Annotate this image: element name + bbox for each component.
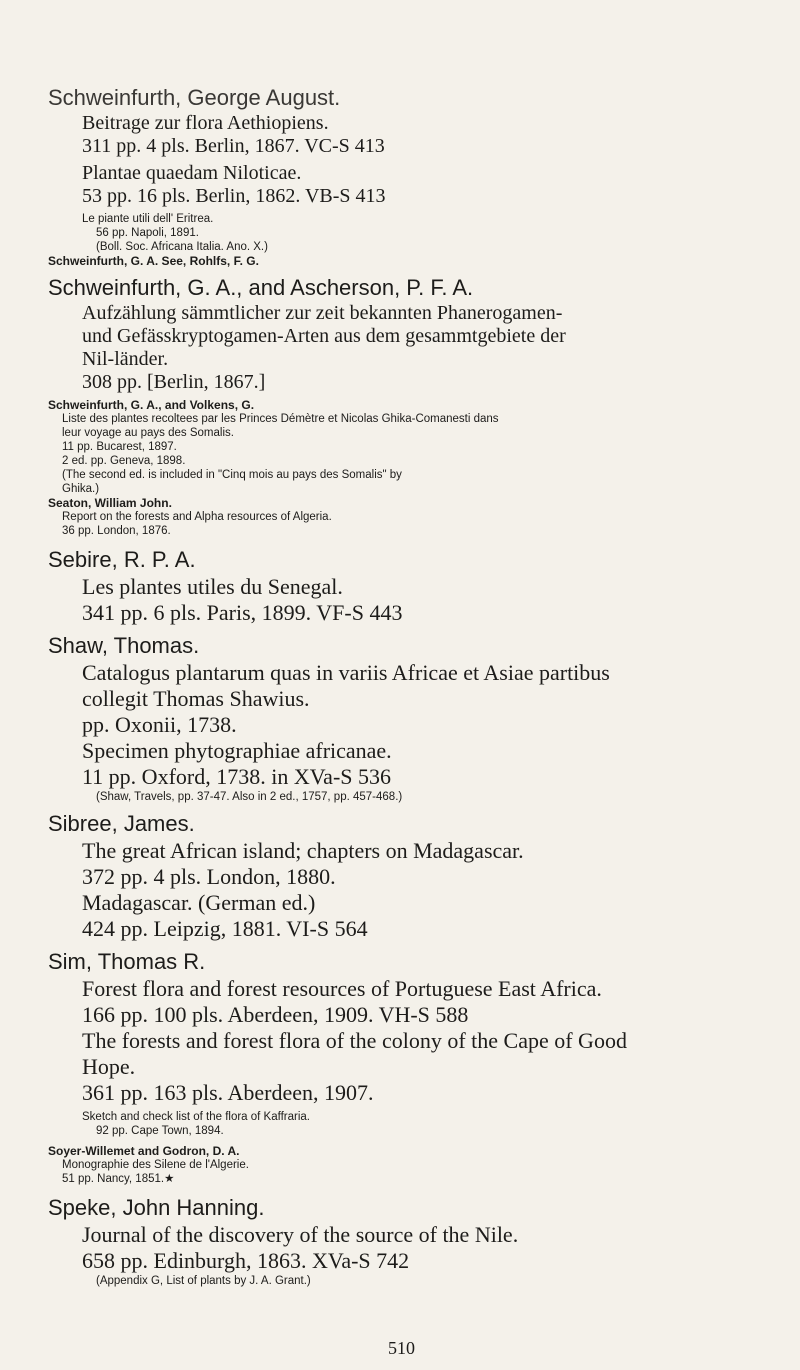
- entry-note: (Appendix G, List of plants by J. A. Grant.): [96, 1275, 311, 1287]
- entry-line: Madagascar. (German ed.): [82, 890, 316, 915]
- entry-note: 92 pp. Cape Town, 1894.: [96, 1125, 224, 1137]
- entry-note: 56 pp. Napoli, 1891.: [96, 227, 199, 239]
- entry-line: 308 pp. [Berlin, 1867.]: [82, 371, 266, 393]
- entry-line: 361 pp. 163 pls. Aberdeen, 1907.: [82, 1080, 374, 1105]
- entry-line: pp. Oxonii, 1738.: [82, 712, 237, 737]
- entry-line: Plantae quaedam Niloticae.: [82, 162, 302, 184]
- entry-note: Sketch and check list of the flora of Kaffraria.: [82, 1111, 310, 1123]
- entry-line: 341 pp. 6 pls. Paris, 1899. VF-S 443: [82, 600, 403, 625]
- entry-note: 11 pp. Bucarest, 1897.: [62, 441, 177, 453]
- entry-line: Beitrage zur flora Aethiopiens.: [82, 112, 329, 134]
- catalog-page: [48, 84, 788, 1288]
- entry-note: 51 pp. Nancy, 1851.★: [62, 1173, 175, 1185]
- entry-line: Journal of the discovery of the source of the Nile.: [82, 1222, 519, 1247]
- catalog-entry: [48, 274, 788, 394]
- entry-line: Les plantes utiles du Senegal.: [82, 574, 343, 599]
- entry-line: 311 pp. 4 pls. Berlin, 1867. VC-S 413: [82, 135, 385, 157]
- entry-heading: Sim, Thomas R.: [48, 949, 206, 974]
- entry-line: Specimen phytographiae africanae.: [82, 738, 392, 763]
- entry-note: Ghika.): [62, 483, 100, 495]
- catalog-entry: [48, 398, 788, 496]
- entry-line: und Gefässkryptogamen-Arten aus dem gesammtgebiete der: [82, 325, 566, 347]
- catalog-entry: [48, 632, 788, 804]
- entry-line: Forest flora and forest resources of Portuguese East Africa.: [82, 976, 602, 1001]
- entry-line: Aufzählung sämmtlicher zur zeit bekannten Phanerogamen-: [82, 302, 563, 324]
- page-number: 510: [388, 1338, 415, 1358]
- entry-heading: Sebire, R. P. A.: [48, 547, 196, 572]
- entry-line: collegit Thomas Shawius.: [82, 686, 310, 711]
- entry-note: 36 pp. London, 1876.: [62, 525, 171, 537]
- entry-line: 424 pp. Leipzig, 1881. VI-S 564: [82, 916, 368, 941]
- entry-note: (Boll. Soc. Africana Italia. Ano. X.): [96, 241, 268, 253]
- entry-note: Report on the forests and Alpha resources of Algeria.: [62, 511, 332, 523]
- entry-note: (The second ed. is included in "Cinq mois au pays des Somalis" by: [62, 469, 402, 481]
- entry-heading: Sibree, James.: [48, 811, 195, 836]
- entry-note: leur voyage au pays des Somalis.: [62, 427, 234, 439]
- entry-line: 372 pp. 4 pls. London, 1880.: [82, 864, 336, 889]
- entry-heading: Schweinfurth, George August.: [48, 85, 341, 110]
- entry-line: 53 pp. 16 pls. Berlin, 1862. VB-S 413: [82, 185, 386, 207]
- catalog-entry: [48, 1194, 788, 1288]
- catalog-entry: [48, 84, 788, 254]
- entry-line: 11 pp. Oxford, 1738. in XVa-S 536: [82, 764, 391, 789]
- entry-note: Liste des plantes recoltees par les Princes Démètre et Nicolas Ghika-Comanesti dans: [62, 413, 499, 425]
- entry-line: The great African island; chapters on Madagascar.: [82, 838, 524, 863]
- entry-line: 166 pp. 100 pls. Aberdeen, 1909. VH-S 588: [82, 1002, 469, 1027]
- catalog-entry: [48, 1144, 788, 1186]
- entry-note: Le piante utili dell' Eritrea.: [82, 213, 214, 225]
- catalog-entry: [48, 948, 788, 1138]
- catalog-entry: [48, 546, 788, 626]
- entry-line: 658 pp. Edinburgh, 1863. XVa-S 742: [82, 1248, 410, 1273]
- entry-heading: Schweinfurth, G. A., and Volkens, G.: [48, 398, 255, 412]
- entry-heading: Shaw, Thomas.: [48, 633, 200, 658]
- entry-line: Nil-länder.: [82, 348, 169, 370]
- entry-line: Hope.: [82, 1054, 136, 1079]
- entry-heading: Seaton, William John.: [48, 496, 172, 510]
- catalog-entry: [48, 496, 788, 538]
- entry-heading: Schweinfurth, G. A., and Ascherson, P. F. A.: [48, 275, 474, 300]
- entry-line: The forests and forest flora of the colony of the Cape of Good: [82, 1028, 627, 1053]
- entry-heading: Soyer-Willemet and Godron, D. A.: [48, 1144, 240, 1158]
- cross-reference: Schweinfurth, G. A. See, Rohlfs, F. G.: [48, 254, 259, 268]
- entry-heading: Speke, John Hanning.: [48, 1195, 265, 1220]
- entry-note: (Shaw, Travels, pp. 37-47. Also in 2 ed., 1757, pp. 457-468.): [96, 791, 403, 803]
- entry-note: Monographie des Silene de l'Algerie.: [62, 1159, 249, 1171]
- entry-note: 2 ed. pp. Geneva, 1898.: [62, 455, 186, 467]
- catalog-entry: [48, 810, 788, 942]
- entry-line: Catalogus plantarum quas in variis Africae et Asiae partibus: [82, 660, 610, 685]
